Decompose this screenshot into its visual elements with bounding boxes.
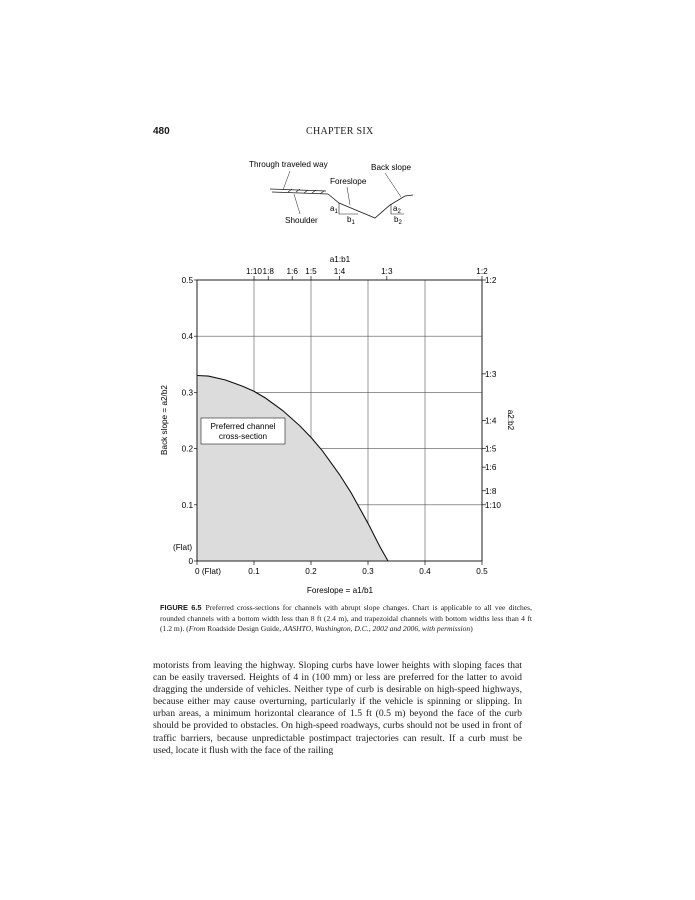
x-tick-label: 0.4 xyxy=(419,567,431,576)
y-tick-label: 0.4 xyxy=(181,332,193,342)
caption-end: ) xyxy=(470,624,473,634)
cross-section-diagram xyxy=(0,0,695,240)
b2-label: $b_2$ xyxy=(394,215,402,226)
caption-text: Preferred cross-sections for channels with abrupt slope changes. Chart is applicable to all vee ditches, rounded channels with a bottom width less than 8 ft (2.4 m), and trapezoidal channels with bottom widths less than 4 ft (1.2 m). ( xyxy=(160,603,533,634)
top-tick-label: 1:2 xyxy=(476,267,488,276)
top-tick-label: 1:10 xyxy=(246,267,262,276)
foreslope-label: Foreslope xyxy=(330,177,367,186)
roadway-profile xyxy=(270,189,413,218)
figure-label: FIGURE 6.5 xyxy=(160,603,202,612)
a1-label: $a_1$ xyxy=(330,204,338,215)
x-axis-title: Foreslope = a1/b1 xyxy=(306,586,374,595)
right-tick-label: 1:10 xyxy=(485,500,501,510)
y-axis-title: Back slope = a2/b2 xyxy=(160,385,169,455)
right-tick-label: 1:8 xyxy=(485,486,497,496)
top-tick-label: 1:6 xyxy=(286,267,298,276)
region-label-line1: Preferred channel xyxy=(210,422,276,431)
caption-from: From xyxy=(188,624,206,634)
page-number: 480 xyxy=(153,126,170,137)
top-tick-label: 1:4 xyxy=(333,267,346,276)
right-tick-label: 1:6 xyxy=(485,463,497,473)
region-label-line2: cross-section xyxy=(218,432,268,441)
y-tick-label: 0.5 xyxy=(181,276,193,285)
top-tick-label: 1:5 xyxy=(305,267,317,276)
y-flat-label: (Flat) xyxy=(173,543,193,552)
y-tick-label: 0 xyxy=(188,557,193,566)
y-tick-label: 0.1 xyxy=(181,500,193,510)
through-traveled-way-label: Through traveled way xyxy=(249,160,328,169)
right-tick-label: 1:5 xyxy=(485,444,497,454)
caption-org: AASHTO, Washington, D.C., 2002 and 2006, with permission xyxy=(283,624,471,634)
x-tick-label: 0.1 xyxy=(248,567,260,576)
x-tick-label: 0 (Flat) xyxy=(195,567,221,576)
body-paragraph: motorists from leaving the highway. Sloping curbs have lower heights with sloping faces that can be easily traversed. Heights of 4 in (100 mm) or less are preferred for the latter to avoid dragging the underside of vehicles. Neither type of curb is desirable on high-speed highways, because either may cause overturning, particularly if the vehicle is spinning or slipping. In urban areas, a minimum horizontal clearance of 1.5 ft (0.5 m) beyond the face of the curb should be provided to obstacles. On high-speed roadways, curbs should not be used in front of traffic barriers, because unpredictable postimpact trajectories can result. If a curb must be used, locate it flush with the face of the railing xyxy=(153,660,522,756)
shoulder-label: Shoulder xyxy=(285,216,318,225)
right-tick-label: 1:2 xyxy=(485,276,497,285)
y-tick-label: 0.2 xyxy=(181,444,193,454)
figure-caption xyxy=(160,603,532,635)
top-tick-label: 1:8 xyxy=(262,267,274,276)
top-axis-title: a1:b1 xyxy=(329,255,351,264)
right-axis-title: a2:b2 xyxy=(506,409,515,431)
preferred-region-fill xyxy=(197,376,388,562)
x-tick-label: 0.2 xyxy=(305,567,317,576)
back-slope-label: Back slope xyxy=(371,163,412,172)
y-tick-label: 0.3 xyxy=(181,388,193,398)
preferred-region xyxy=(197,376,388,562)
slope-chart xyxy=(0,240,695,600)
right-tick-label: 1:3 xyxy=(485,369,497,379)
caption-source: Roadside Design Guide, xyxy=(205,624,284,634)
b1-label: $b_1$ xyxy=(347,215,355,226)
a2-label: $a_2$ xyxy=(393,204,401,215)
right-tick-label: 1:4 xyxy=(485,416,497,426)
top-tick-label: 1:3 xyxy=(381,267,393,276)
chapter-heading: CHAPTER SIX xyxy=(306,126,374,137)
x-tick-label: 0.3 xyxy=(362,567,374,576)
x-tick-label: 0.5 xyxy=(476,567,488,576)
